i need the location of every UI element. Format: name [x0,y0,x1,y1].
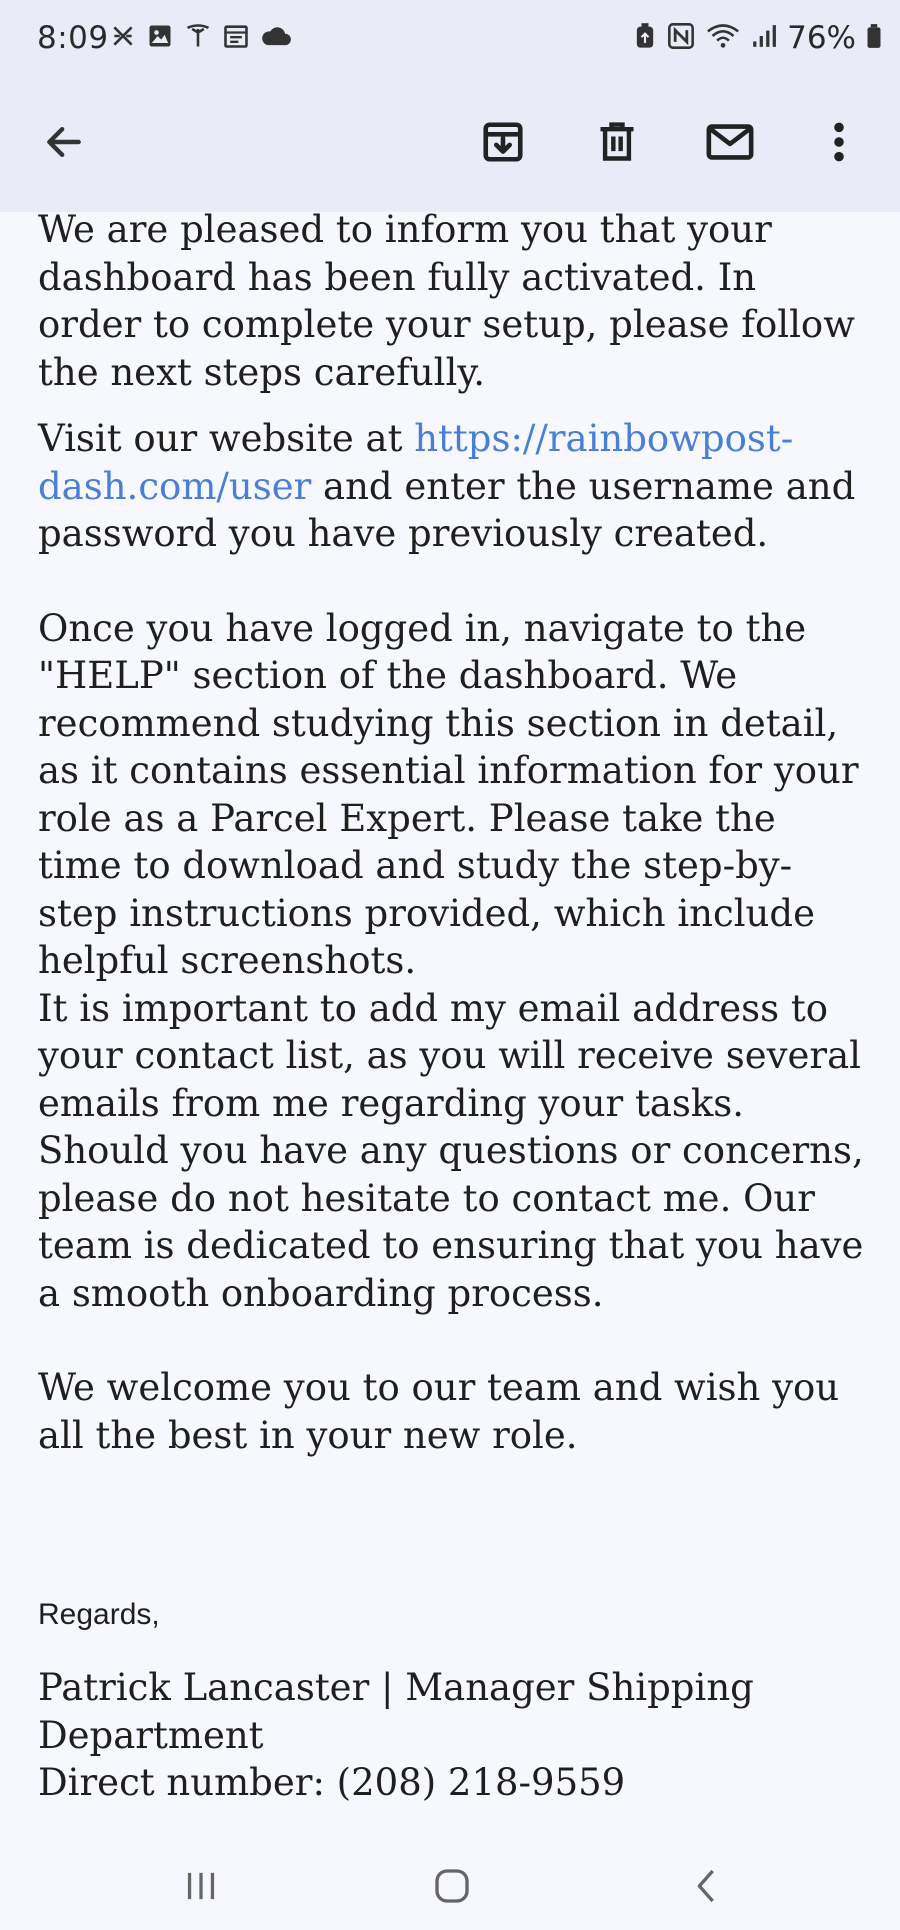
back-button[interactable] [34,112,94,172]
arrow-back-icon [42,120,86,164]
status-bar [0,0,900,80]
body-paragraph-1: We are pleased to inform you that your dashboard has been fully activated. In order to complete your setup, please follow the next steps carefully. [38,208,855,394]
battery-percent: 76% [787,20,856,56]
regards-text: Regards, [38,1598,160,1631]
signal-icon [751,23,777,53]
paragraph-spacer [38,558,868,605]
home-button[interactable] [422,1858,482,1914]
delete-button[interactable] [587,112,647,172]
body-paragraph-6: We welcome you to our team and wish you all the best in your new role. [38,1366,840,1457]
system-icons [633,20,882,56]
calendar-icon [222,22,250,54]
archive-icon [480,119,526,165]
email-signature [38,1664,868,1807]
trash-icon [595,119,639,165]
paragraph-2-suffix: and enter the username and password you have previously created. [38,464,856,555]
recent-apps-icon [181,1868,221,1904]
scissors-icon [110,23,136,53]
system-back-button[interactable] [676,1858,736,1914]
recent-apps-button[interactable] [171,1858,231,1914]
signature-phone[interactable]: Direct number: (208) 218-9559 [38,1761,626,1804]
paragraph-spacer [38,1317,868,1364]
chevron-left-icon [691,1866,721,1906]
paragraph-2-prefix: Visit our website at [38,417,415,460]
website-link[interactable]: https://rainbowpost-dash.com/user [38,417,794,508]
tesla-icon [184,22,212,54]
notification-icons [110,22,292,54]
system-navigation-bar [0,1840,900,1930]
signature-name-title: Patrick Lancaster | Manager Shipping Department [38,1666,754,1757]
wifi-icon [705,22,741,54]
battery-saver-icon [633,22,657,54]
email-toolbar [0,80,900,212]
home-icon [432,1866,472,1906]
body-paragraph-5: Should you have any questions or concerns, please do not hesitate to contact me. Our team is dedicated to ensuring that you have a smooth onboarding process. [38,1129,864,1315]
mail-icon [705,121,755,163]
body-paragraph-3: Once you have logged in, navigate to the "HELP" section of the dashboard. We recommend studying this section in detail, as it contains essential information for your role as a Parcel Expert. Please take the time to download and study the step-by-step instructions provided, which include helpful screenshots. [38,606,859,982]
status-time: 8:09 [37,20,109,56]
cloud-icon [260,23,292,53]
more-options-button[interactable] [809,112,869,172]
body-paragraph-4: It is important to add my email address to your contact list, as you will receive several emails from me regarding your tasks. [38,986,861,1125]
battery-icon [866,23,882,53]
nfc-icon [667,22,695,54]
body-paragraph-2 [38,415,868,558]
archive-button[interactable] [473,112,533,172]
mark-unread-button[interactable] [700,112,760,172]
more-vert-icon [829,120,849,164]
email-body [38,206,868,1459]
image-icon [146,22,174,54]
